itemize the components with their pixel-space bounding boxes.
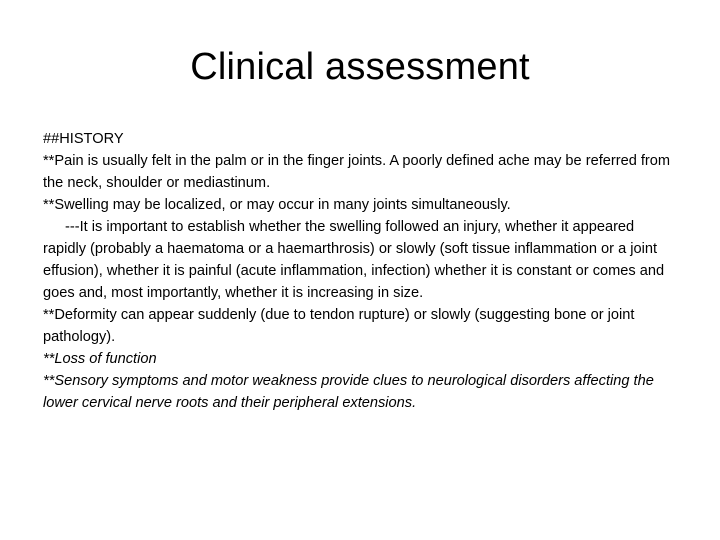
slide-body bbox=[43, 128, 675, 414]
swelling-detail-paragraph: ---It is important to establish whether the swelling followed an injury, whether it appeared rapidly (probably a haematoma or a haemarthrosis) or slowly (soft tissue inflammation or a joint effusion), whether it is painful (acute inflammation, infection) whether it is constant or comes and goes and, most importantly, whether it is increasing in size. bbox=[43, 219, 665, 301]
deformity-paragraph: **Deformity can appear suddenly (due to tendon rupture) or slowly (suggesting bone or joint pathology). bbox=[43, 307, 635, 345]
pain-paragraph: **Pain is usually felt in the palm or in the finger joints. A poorly defined ache may be referred from the neck, shoulder or mediastinum. bbox=[43, 153, 671, 191]
swelling-paragraph: **Swelling may be localized, or may occur in many joints simultaneously. bbox=[43, 197, 511, 213]
slide-title: Clinical assessment bbox=[190, 46, 530, 88]
history-heading: ##HISTORY bbox=[43, 131, 124, 147]
sensory-paragraph: **Sensory symptoms and motor weakness provide clues to neurological disorders affecting the lower cervical nerve roots and their peripheral extensions. bbox=[43, 373, 654, 411]
loss-of-function-paragraph: **Loss of function bbox=[43, 351, 157, 367]
